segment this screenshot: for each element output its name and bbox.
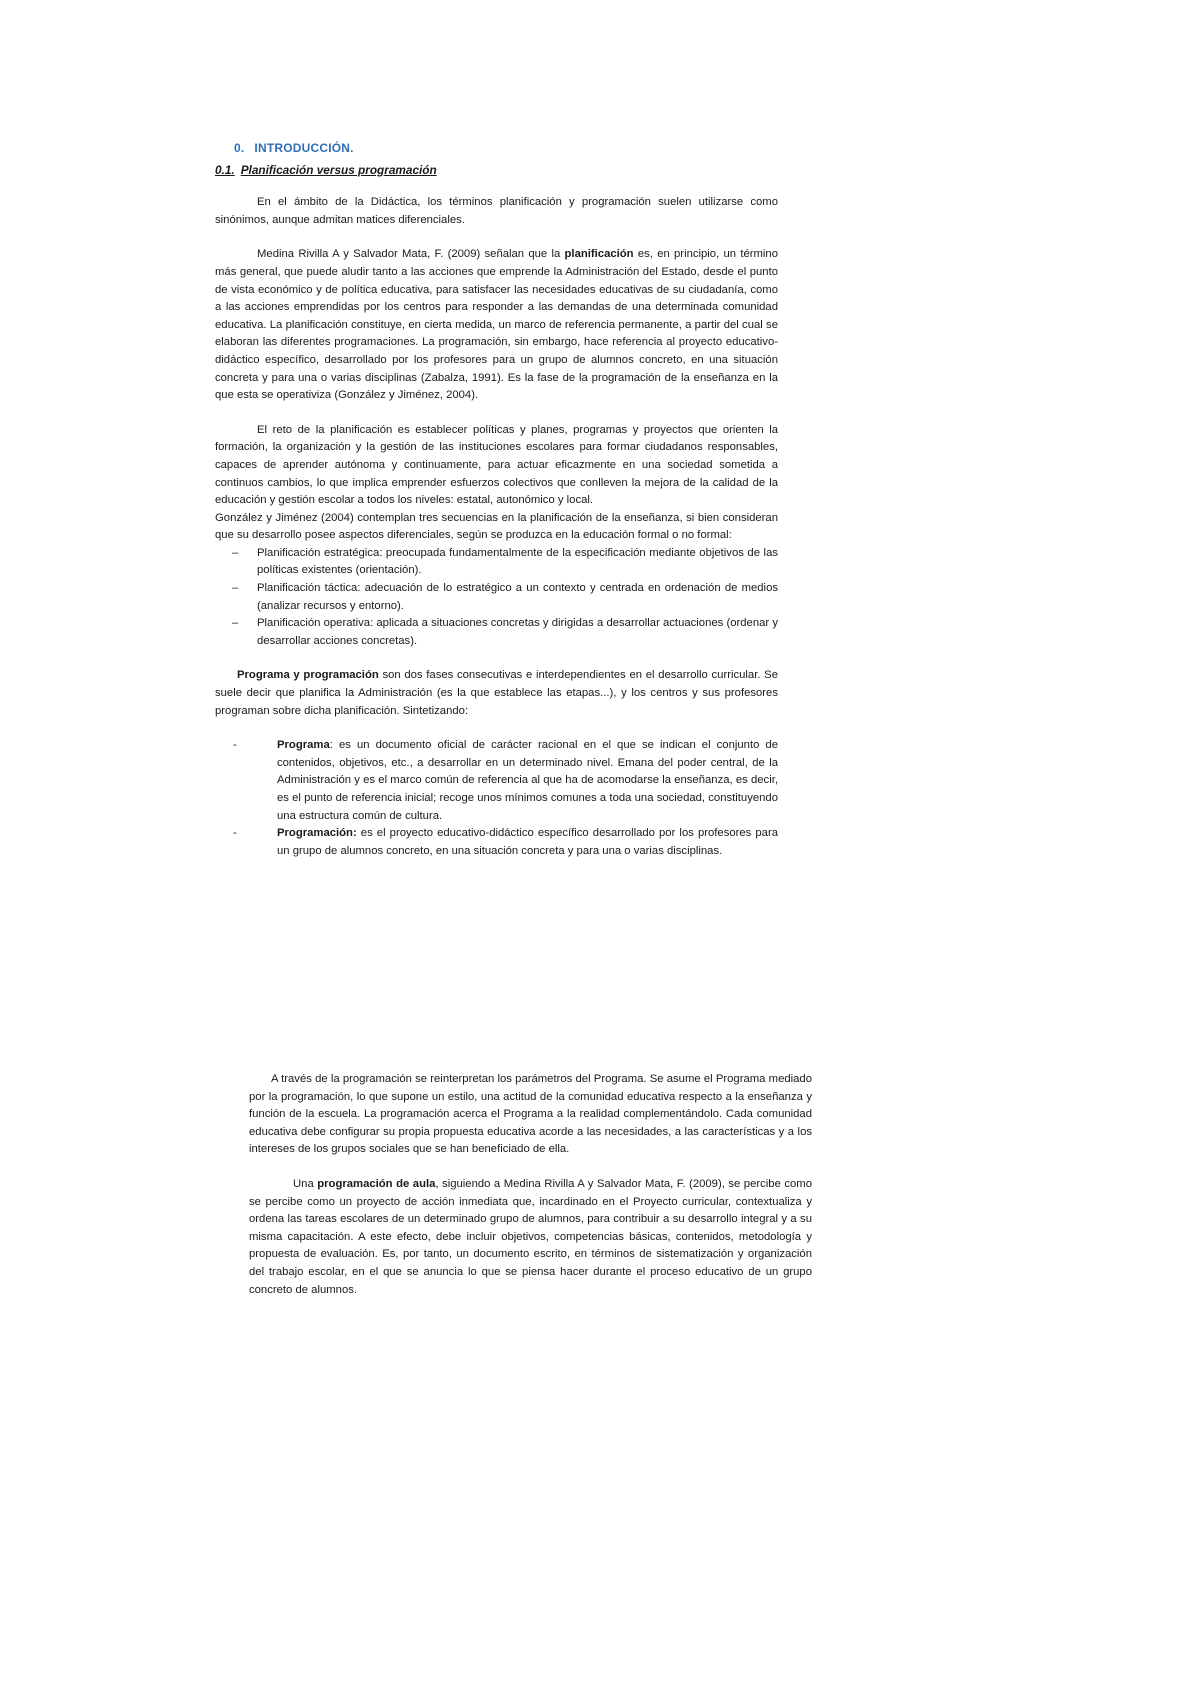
paragraph-reinterpretacion: A través de la programación se reinterpretan los parámetros del Programa. Se asume el Programa mediado por la programación, lo que supone un estilo, una actitud de la comunidad educativa respecto a la enseñanza y función de la escuela. La programación acerca el Programa a la realidad complementándolo. Cada comunidad educativa debe configurar su propia propuesta educativa acorde a las necesidades, a las características y a los intereses de los grupos sociales que se han beneficiado de ella. xyxy=(249,1073,812,1156)
definition-term: Programa xyxy=(277,739,330,752)
section-title: INTRODUCCIÓN. xyxy=(254,141,354,155)
list-item xyxy=(215,825,778,860)
paragraph-programa-programacion xyxy=(215,667,778,720)
section-heading xyxy=(234,140,778,158)
list-item xyxy=(215,737,778,825)
list-item-text: Planificación operativa: aplicada a situaciones concretas y dirigidas a desarrollar actuaciones (ordenar y desarrollar acciones concretas). xyxy=(257,617,778,647)
p2-text-b: es, en principio, un término más general, que puede aludir tanto a las acciones que emprende la Administración del Estado, desde el punto de vista económico y de política educativa, para satisfacer las necesidades educativas de su ciudadanía, como a las acciones emprendidas por los centros para responder a las demandas de una determinada comunidad educativa. La planificación constituye, en cierta medida, un marco de referencia permanente, a partir del cual se elaboran las diferentes programaciones. La programación, sin embargo, hace referencia al proyecto educativo-didáctico específico, desarrollado por los profesores para un grupo de alumnos concreto, en una situación concreta y para una o varias disciplinas (Zabalza, 1991). Es la fase de la programación de la enseñanza en la que esta se operativiza (González y Jiménez, 2004). xyxy=(215,248,778,402)
section-number: 0. xyxy=(234,141,245,155)
list-item xyxy=(215,580,778,615)
p5-text: son dos fases consecutivas e interdependientes en el desarrollo curricular. Se suele decir que planifica la Administración (es la que establece las etapas...), y los centros y sus profesores programan sobre dicha planificación. Sintetizando: xyxy=(215,669,778,717)
definitions-list xyxy=(215,737,778,860)
document-block-1 xyxy=(215,140,778,877)
list-item-text: Planificación estratégica: preocupada fundamentalmente de la especificación mediante objetivos de las políticas existentes (orientación). xyxy=(257,546,778,577)
list-marker: – xyxy=(232,582,239,595)
subsection-heading xyxy=(215,162,778,180)
subsection-title: Planificación versus programación xyxy=(240,162,437,177)
p5-bold-term: Programa y programación xyxy=(237,669,379,682)
paragraph-programacion-aula xyxy=(249,1176,812,1299)
document-block-2 xyxy=(249,1071,812,1316)
definition-text: es el proyecto educativo-didáctico específico desarrollado por los profesores para un grupo de alumnos concreto, en una situación concreta y para una o varias disciplinas. xyxy=(277,827,778,857)
paragraph-planificacion xyxy=(215,246,778,404)
p7-text-b: , siguiendo a Medina Rivilla A y Salvador Mata, F. (2009), se percibe como se percibe como un proyecto de acción inmediata que, incardinado en el Proyecto curricular, contextualiza y ordena las tareas escolares de un determinado grupo de alumnos, para contribuir a su desarrollo integral y a su misma capacitación. A este efecto, debe incluir objetivos, competencias básicas, contenidos, metodología y propuesta de evaluación. Es, por tanto, un documento escrito, en términos de sistematización y organización del trabajo escolar, en el que se anuncia lo que se piensa hacer durante el proceso educativo de un grupo concreto de alumnos. xyxy=(249,1177,813,1296)
list-item-text: Planificación táctica: adecuación de lo estratégico a un contexto y centrada en ordenación de medios (analizar recursos y entorno). xyxy=(257,582,778,612)
list-item xyxy=(215,545,778,580)
list-marker: – xyxy=(232,546,239,559)
list-marker: - xyxy=(233,827,237,840)
list-item xyxy=(215,615,778,650)
definition-text: : es un documento oficial de carácter racional en el que se indican el conjunto de contenidos, objetivos, etc., a desarrollar en un determinado nivel. Emana del poder central, de la Administración y es el marco común de referencia al que ha de acomodarse la enseñanza, es decir, es el punto de referencia inicial; recoge unos mínimos comunes a toda una sociedad, constituyendo una estructura común de cultura. xyxy=(277,739,778,822)
p7-text-a: Una xyxy=(293,1177,318,1190)
definition-term: Programación: xyxy=(277,827,357,840)
p2-text-a: Medina Rivilla A y Salvador Mata, F. (2009) señalan que la xyxy=(257,248,565,261)
list-marker: – xyxy=(232,617,239,630)
sequences-list xyxy=(215,545,778,651)
p2-bold-term: planificación xyxy=(564,248,634,261)
paragraph-definitions-intro: En el ámbito de la Didáctica, los términos planificación y programación suelen utilizarse como sinónimos, aunque admitan matices diferenciales. xyxy=(215,196,778,226)
paragraph-reto: El reto de la planificación es establecer políticas y planes, programas y proyectos que orienten la formación, la organización y la gestión de las instituciones escolares para formar ciudadanos responsables, capaces de aprender autónoma y continuamente, para actuar eficazmente en una sociedad sometida a continuos cambios, lo que implica emprender esfuerzos colectivos que conlleven la mejora de la calidad de la educación y gestión escolar a todos los niveles: estatal, autonómico y local. xyxy=(215,423,778,507)
subsection-number: 0.1. xyxy=(215,162,235,177)
p7-bold-term: programación de aula xyxy=(317,1177,436,1190)
paragraph-secuencias: González y Jiménez (2004) contemplan tres secuencias en la planificación de la enseñanza, si bien consideran que su desarrollo posee aspectos diferenciales, según se produzca en la educación formal o no formal: xyxy=(215,511,778,542)
list-marker: - xyxy=(233,739,237,752)
